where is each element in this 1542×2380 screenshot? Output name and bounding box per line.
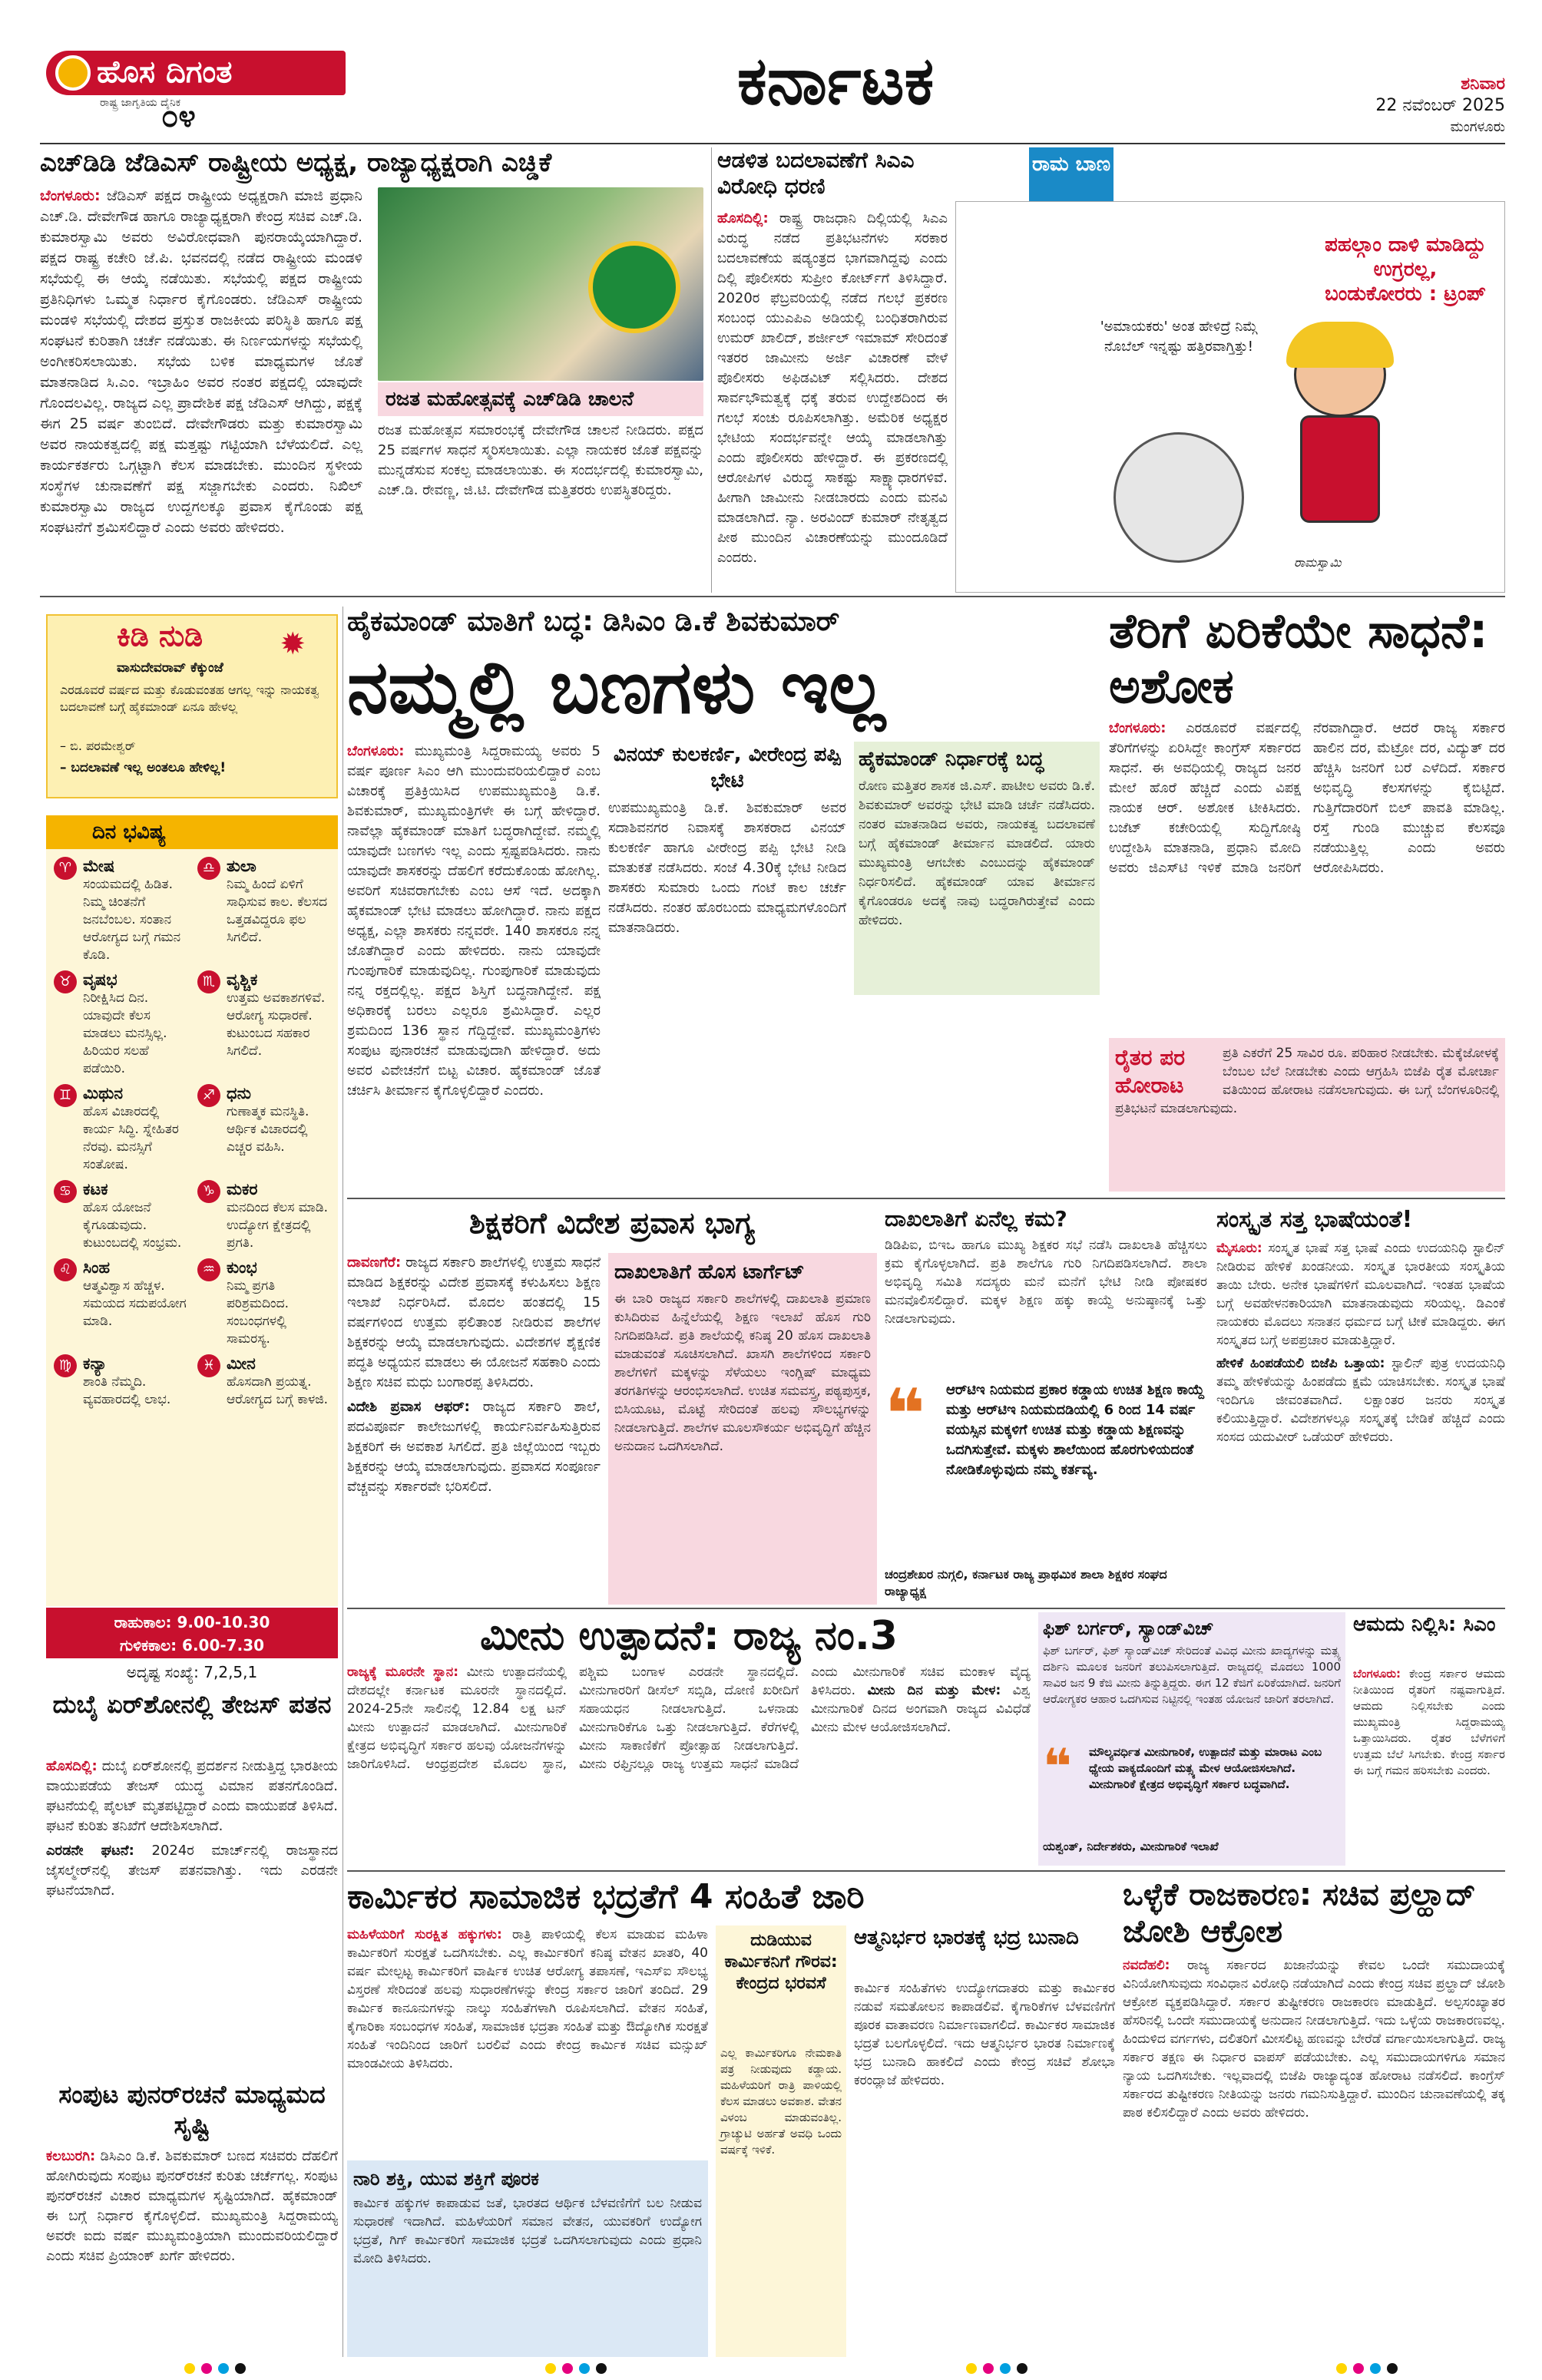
spark-icon: ✹ <box>280 626 306 662</box>
photo-caption-body: ರಜತ ಮಹೋತ್ಸವ ಸಮಾರಂಭಕ್ಕೆ ದೇವೇಗೌಡ ಚಾಲನೆ ನೀಡಿದರು. ಪಕ್ಷದ 25 ವರ್ಷಗಳ ಸಾಧನೆ ಸ್ಮರಿಸಲಾಯಿತು. ಎಲ್ಲಾ ನಾಯಕರ ಜೊತೆ ಪಕ್ಷವನ್ನು ಮುನ್ನಡೆಸುವ ಸಂಕಲ್ಪ ಮಾಡಲಾಯಿತು. ಈ ಸಂದರ್ಭದಲ್ಲಿ ಕುಮಾರಸ್ವಾಮಿ, ಎಚ್.ಡಿ. ರೇವಣ್ಣ, ಜಿ.ಟಿ. ದೇವೇಗೌಡ ಮತ್ತಿತರರು ಉಪಸ್ಥಿತರಿದ್ದರು. <box>378 422 703 498</box>
zodiac-icon: ♐ <box>197 1084 220 1107</box>
horoscope-item <box>54 1084 187 1174</box>
quote-mark-icon: ❝ <box>885 1374 925 1455</box>
box-title: ವಿನಯ್ ಕುಲಕರ್ಣಿ, ವೀರೇಂದ್ರ ಪಪ್ಪಿ ಭೇಟಿ <box>613 743 842 792</box>
cartoon-signature: ರಾಮಸ್ವಾಮಿ <box>1294 555 1342 570</box>
cartoon-body <box>1300 415 1380 523</box>
article-sub <box>1216 1354 1505 1446</box>
body-text: ಕೇಂದ್ರ ಸರ್ಕಾರ ಆಮದು ನೀತಿಯಿಂದ ರೈತರಿಗೆ ನಷ್ಟವಾಗುತ್ತಿದೆ. ಆಮದು ನಿಲ್ಲಿಸಬೇಕು ಎಂದು ಮುಖ್ಯಮಂತ್ರಿ ಸಿದ್ದರಾಮಯ್ಯ ಒತ್ತಾಯಿಸಿದರು. ರೈತರ ಬೆಳೆಗಳಿಗೆ ಉತ್ತಮ ಬೆಲೆ ಸಿಗಬೇಕು. ಕೇಂದ್ರ ಸರ್ಕಾರ ಈ ಬಗ್ಗೆ ಗಮನ ಹರಿಸಬೇಕು ಎಂದರು. <box>1353 1667 1505 1777</box>
box-title: ದುಡಿಯುವ ಕಾರ್ಮಿಕನಿಗೆ ಗೌರವ: ಕೇಂದ್ರದ ಭರವಸೆ <box>724 1931 838 1993</box>
zodiac-name: ವೃಶ್ಚಿಕ <box>227 970 258 989</box>
target-box <box>608 1253 877 1605</box>
subhead-text: 2024ರ ಮಾರ್ಚ್‌ನಲ್ಲಿ ರಾಜಸ್ಥಾನದ ಜೈಸಲ್ಮೇರ್‌ನಲ್ಲಿ ತೇಜಸ್ ಪತನವಾಗಿತ್ತು. ಇದು ಎರಡನೇ ಘಟನೆಯಾಗಿದೆ. <box>46 1843 338 1899</box>
article-caa <box>717 147 948 593</box>
section-divider <box>347 1198 1505 1199</box>
cartoon-panel <box>955 147 1505 593</box>
subhead-text: ರಾಜ್ಯದ ಸರ್ಕಾರಿ ಶಾಲೆ, ಪದವಿಪೂರ್ವ ಕಾಲೇಜುಗಳಲ್ಲಿ ಕಾರ್ಯನಿರ್ವಹಿಸುತ್ತಿರುವ ಶಿಕ್ಷಕರಿಗೆ ಈ ಅವಕಾಶ ಸಿಗಲಿದೆ. ಪ್ರತಿ ಜಿಲ್ಲೆಯಿಂದ ಇಬ್ಬರು ಶಿಕ್ಷಕರನ್ನು ಆಯ್ಕೆ ಮಾಡಲಾಗುವುದು. ಪ್ರವಾಸದ ಸಂಪೂರ್ಣ ವೆಚ್ಚವನ್ನು ಸರ್ಕಾರವೇ ಭರಿಸಲಿದೆ. <box>347 1399 601 1495</box>
box-body: ಕಾರ್ಮಿಕ ಸಂಹಿತೆಗಳು ಉದ್ಯೋಗದಾತರು ಮತ್ತು ಕಾರ್ಮಿಕರ ನಡುವೆ ಸಮತೋಲನ ಕಾಪಾಡಲಿವೆ. ಕೈಗಾರಿಕೆಗಳ ಬೆಳವಣಿಗೆಗೆ ಪೂರಕ ವಾತಾವರಣ ನಿರ್ಮಾಣವಾಗಲಿದೆ. ಕಾರ್ಮಿಕರ ಸಾಮಾಜಿಕ ಭದ್ರತೆ ಬಲಗೊಳ್ಳಲಿದೆ. ಇದು ಆತ್ಮನಿರ್ಭರ ಭಾರತ ನಿರ್ಮಾಣಕ್ಕೆ ಭದ್ರ ಬುನಾದಿ ಹಾಕಲಿದೆ ಎಂದು ಕೇಂದ್ರ ಸಚಿವೆ ಶೋಭಾ ಕರಂದ್ಲಾಜೆ ಹೇಳಿದರು. <box>854 1981 1115 2088</box>
reg-dot <box>1017 2363 1027 2374</box>
box-body: ಉಪಮುಖ್ಯಮಂತ್ರಿ ಡಿ.ಕೆ. ಶಿವಕುಮಾರ್ ಅವರ ಸದಾಶಿವನಗರ ನಿವಾಸಕ್ಕೆ ಶಾಸಕರಾದ ವಿನಯ್ ಕುಲಕರ್ಣಿ ಹಾಗೂ ವೀರೇಂದ್ರ ಪಪ್ಪಿ ಭೇಟಿ ನೀಡಿ ಮಾತುಕತೆ ನಡೆಸಿದರು. ಸಂಜೆ 4.30ಕ್ಕೆ ಭೇಟಿ ನೀಡಿದ ಶಾಸಕರು ಸುಮಾರು ಒಂದು ಗಂಟೆ ಕಾಲ ಚರ್ಚೆ ನಡೆಸಿದರು. ನಂತರ ಹೊರಬಂದು ಮಾಧ್ಯಮಗಳೊಂದಿಗೆ ಮಾತನಾಡಿದರು. <box>608 800 846 936</box>
dateline: ಹೊಸದಿಲ್ಲಿ: <box>717 210 769 226</box>
box-title: ರೈತರ ಪರ ಹೋರಾಟ <box>1115 1045 1186 1098</box>
horoscope-item <box>54 970 187 1078</box>
lead-box-vinay <box>608 742 846 995</box>
lead-kicker: ಹೈಕಮಾಂಡ್ ಮಾತಿಗೆ ಬದ್ಧ: ಡಿಸಿಎಂ ಡಿ.ಕೆ ಶಿವಕುಮಾರ್ <box>347 606 840 637</box>
subhead: ವಿದೇಶಿ ಪ್ರವಾಸ ಆಫರ್: <box>347 1399 470 1415</box>
dateline: ಮೈಸೂರು: <box>1216 1241 1262 1256</box>
zodiac-icon: ♈ <box>54 857 77 880</box>
article-body <box>46 1757 338 1836</box>
zodiac-name: ಧನು <box>227 1084 251 1102</box>
quote-mark-icon: ❝ <box>1043 1739 1072 1796</box>
body-text: ರಾತ್ರಿ ಪಾಳಿಯಲ್ಲಿ ಕೆಲಸ ಮಾಡುವ ಮಹಿಳಾ ಕಾರ್ಮಿಕರಿಗೆ ಸುರಕ್ಷತೆ ಒದಗಿಸಬೇಕು. ಎಲ್ಲ ಕಾರ್ಮಿಕರಿಗೆ ಕನಿಷ್ಠ ವೇತನ ಖಾತರಿ, 40 ವರ್ಷ ಮೇಲ್ಪಟ್ಟ ಕಾರ್ಮಿಕರಿಗೆ ವಾರ್ಷಿಕ ಉಚಿತ ಆರೋಗ್ಯ ತಪಾಸಣೆ, ಇಎಸ್‌ಐ ಸೌಲಭ್ಯ ವಿಸ್ತರಣೆ ಸೇರಿದಂತೆ ಹಲವು ಸುಧಾರಣೆಗಳನ್ನು ಕೇಂದ್ರ ಸರ್ಕಾರ ಜಾರಿಗೆ ತಂದಿದೆ. 29 ಕಾರ್ಮಿಕ ಕಾನೂನುಗಳನ್ನು ನಾಲ್ಕು ಸಂಹಿತೆಗಳಾಗಿ ರೂಪಿಸಲಾಗಿದೆ. ವೇತನ ಸಂಹಿತೆ, ಕೈಗಾರಿಕಾ ಸಂಬಂಧಗಳ ಸಂಹಿತೆ, ಸಾಮಾಜಿಕ ಭದ್ರತಾ ಸಂಹಿತೆ ಮತ್ತು ಔದ್ಯೋಗಿಕ ಸುರಕ್ಷತೆ ಸಂಹಿತೆ ಇಂದಿನಿಂದ ಜಾರಿಗೆ ಬರಲಿವೆ ಎಂದು ಕೇಂದ್ರ ಕಾರ್ಮಿಕ ಸಚಿವ ಮನ್ಸುಖ್ ಮಾಂಡವೀಯ ತಿಳಿಸಿದರು. <box>347 1927 708 2071</box>
zodiac-name: ವೃಷಭ <box>83 970 117 989</box>
lead-story <box>347 603 1100 1195</box>
body-text: ಜೆಡಿಎಸ್ ಪಕ್ಷದ ರಾಷ್ಟ್ರೀಯ ಅಧ್ಯಕ್ಷರಾಗಿ ಮಾಜಿ ಪ್ರಧಾನಿ ಎಚ್.ಡಿ. ದೇವೇಗೌಡ ಹಾಗೂ ರಾಜ್ಯಾಧ್ಯಕ್ಷರಾಗಿ ಕೇಂದ್ರ ಸಚಿವ ಎಚ್.ಡಿ. ಕುಮಾರಸ್ವಾಮಿ ಅವರು ಅವಿರೋಧವಾಗಿ ಪುನರಾಯ್ಕೆಯಾಗಿದ್ದಾರೆ. ಪಕ್ಷದ ರಾಷ್ಟ್ರ ಕಚೇರಿ ಜೆ.ಪಿ. ಭವನದಲ್ಲಿ ನಡೆದ ರಾಷ್ಟ್ರೀಯ ಮಂಡಳಿ ಸಭೆಯಲ್ಲಿ ಈ ಆಯ್ಕೆ ನಡೆಯಿತು. ಸಭೆಯಲ್ಲಿ ಪಕ್ಷದ ರಾಷ್ಟ್ರೀಯ ಪ್ರತಿನಿಧಿಗಳು ಒಮ್ಮತ ನಿರ್ಧಾರ ಕೈಗೊಂಡರು. ಜೆಡಿಎಸ್ ರಾಷ್ಟ್ರೀಯ ಮಂಡಳಿ ಸಭೆಯಲ್ಲಿ ದೇಶದ ಪ್ರಸ್ತುತ ರಾಜಕೀಯ ಪರಿಸ್ಥಿತಿ ಹಾಗೂ ಪಕ್ಷ ಸಂಘಟನೆ ಕುರಿತಾಗಿ ಚರ್ಚೆ ನಡೆಯಿತು. ಈ ನಿರ್ಣಯಗಳನ್ನು ಸಭೆಯಲ್ಲಿ ಅಂಗೀಕರಿಸಲಾಯಿತು. ಸಭೆಯ ಬಳಿಕ ಮಾಧ್ಯಮಗಳ ಜೊತೆ ಮಾತನಾಡಿದ ಸಿ.ಎಂ. ಇಬ್ರಾಹಿಂ ಅವರ ನಂತರ ಪಕ್ಷದಲ್ಲಿ ಯಾವುದೇ ಗೊಂದಲವಿಲ್ಲ. ರಾಜ್ಯದ ಎಲ್ಲ ಪ್ರಾದೇಶಿಕ ಪಕ್ಷ ಜೆಡಿಎಸ್ ಆಗಿದ್ದು, ಪಕ್ಷಕ್ಕೆ ಈಗ 25 ವರ್ಷ ತುಂಬಿದೆ. ದೇವೇಗೌಡರು ಮತ್ತು ಕುಮಾರಸ್ವಾಮಿ ಅವರ ನಾಯಕತ್ವದಲ್ಲಿ ಪಕ್ಷ ಮತ್ತಷ್ಟು ಗಟ್ಟಿಯಾಗಿ ಬೆಳೆಯಲಿದೆ. ಎಲ್ಲ ಕಾರ್ಯಕರ್ತರು ಒಗ್ಗಟ್ಟಾಗಿ ಕೆಲಸ ಮಾಡಬೇಕು. ಮುಂದಿನ ಸ್ಥಳೀಯ ಸಂಸ್ಥೆಗಳ ಚುನಾವಣೆಗೆ ಪಕ್ಷ ಸಜ್ಜಾಗಬೇಕು ಎಂದರು. ನಿಖಿಲ್ ಕುಮಾರಸ್ವಾಮಿ ರಾಜ್ಯದ ಉದ್ದಗಲಕ್ಕೂ ಪ್ರವಾಸ ಕೈಗೊಂಡು ಪಕ್ಷ ಸಂಘಟನೆಗೆ ಶ್ರಮಿಸಲಿದ್ದಾರೆ ಎಂದು ಅವರು ಹೇಳಿದರು. <box>40 187 362 536</box>
article-title: ಆಮದು ನಿಲ್ಲಿಸಿ: ಸಿಎಂ <box>1353 1613 1496 1636</box>
zodiac-name: ಮಕರ <box>227 1180 258 1198</box>
body-text: ರಾಜ್ಯದ ಸರ್ಕಾರಿ ಶಾಲೆಗಳಲ್ಲಿ ಉತ್ತಮ ಸಾಧನೆ ಮಾಡಿದ ಶಿಕ್ಷಕರನ್ನು ವಿದೇಶ ಪ್ರವಾಸಕ್ಕೆ ಕಳುಹಿಸಲು ಶಿಕ್ಷಣ ಇಲಾಖೆ ನಿರ್ಧರಿಸಿದೆ. ಮೊದಲ ಹಂತದಲ್ಲಿ 15 ವರ್ಷಗಳಿಂದ ಉತ್ತಮ ಫಲಿತಾಂಶ ನೀಡಿರುವ ಶಾಲೆಗಳ ಶಿಕ್ಷಕರನ್ನು ಆಯ್ಕೆ ಮಾಡಲಾಗುವುದು. ವಿದೇಶಗಳ ಶೈಕ್ಷಣಿಕ ಪದ್ಧತಿ ಅಧ್ಯಯನ ಮಾಡಲು ಈ ಯೋಜನೆ ಸಹಕಾರಿ ಎಂದು ಶಿಕ್ಷಣ ಸಚಿವ ಮಧು ಬಂಗಾರಪ್ಪ ತಿಳಿಸಿದರು. <box>347 1254 601 1390</box>
zodiac-text: ನಿಮ್ಮ ಹಿಂದೆ ಏಳಿಗೆ ಸಾಧಿಸುವ ಕಾಲ. ಕೆಲಸದ ಒತ್ತಡವಿದ್ದರೂ ಫಲ ಸಿಗಲಿದೆ. <box>227 877 328 945</box>
cartoon-character-right <box>1279 332 1401 555</box>
zodiac-text: ಸಂಯಮದಲ್ಲಿ ಹಿಡಿತ. ನಿಮ್ಮ ಚಿಂತನೆಗೆ ಜನಬೆಂಬಲ. ಸಂತಾನ ಆರೋಗ್ಯದ ಬಗ್ಗೆ ಗಮನ ಕೊಡಿ. <box>83 877 181 963</box>
zodiac-text: ಹೊಸ ಯೋಜನೆ ಕೈಗೂಡುವುದು. ಕುಟುಂಬದಲ್ಲಿ ಸಂಭ್ರಮ. <box>83 1200 182 1251</box>
zodiac-icon: ♉ <box>54 970 77 993</box>
header-divider <box>40 143 1505 144</box>
article-body <box>717 209 948 568</box>
zodiac-icon: ♒ <box>197 1258 220 1281</box>
horoscope-content <box>83 857 187 964</box>
dateline: ಕಲಬುರಗಿ: <box>46 2148 96 2164</box>
body-text: ಡಿಸಿಎಂ ಡಿ.ಕೆ. ಶಿವಕುಮಾರ್ ಬಣದ ಸಚಿವರು ದೆಹಲಿಗೆ ಹೋಗಿರುವುದು ಸಂಪುಟ ಪುನರ್‌ರಚನೆ ಕುರಿತು ಚರ್ಚೆಗಲ್ಲ. ಸಂಪುಟ ಪುನರ್‌ರಚನೆ ವಿಚಾರ ಮಾಧ್ಯಮಗಳ ಸೃಷ್ಟಿಯಾಗಿದೆ. ಹೈಕಮಾಂಡ್ ಈ ಬಗ್ಗೆ ನಿರ್ಧಾರ ಕೈಗೊಳ್ಳಲಿದೆ. ಮುಖ್ಯಮಂತ್ರಿ ಸಿದ್ದರಾಮಯ್ಯ ಅವರೇ ಐದು ವರ್ಷ ಮುಖ್ಯಮಂತ್ರಿಯಾಗಿ ಮುಂದುವರಿಯಲಿದ್ದಾರೆ ಎಂದು ಸಚಿವ ಪ್ರಿಯಾಂಕ್ ಖರ್ಗೆ ಹೇಳಿದರು. <box>46 2148 338 2264</box>
horoscope-content <box>227 1258 330 1348</box>
section-divider <box>40 596 1505 597</box>
section-divider <box>347 1608 1505 1609</box>
quote-author: ಯಶ್ವಂತ್, ನಿರ್ದೇಶಕರು, ಮೀನುಗಾರಿಕೆ ಇಲಾಖೆ <box>1043 1840 1219 1853</box>
header-city: ಮಂಗಳೂರು <box>1450 119 1505 135</box>
article-body: ಡಿಡಿಪಿಐ, ಬಿಇಒ ಹಾಗೂ ಮುಖ್ಯ ಶಿಕ್ಷಕರ ಸಭೆ ನಡೆಸಿ ದಾಖಲಾತಿ ಹೆಚ್ಚಿಸಲು ಕ್ರಮ ಕೈಗೊಳ್ಳಲಾಗಿದೆ. ಪ್ರತಿ ಶಾಲೆಗೂ ಗುರಿ ನಿಗದಿಪಡಿಸಲಾಗಿದೆ. ಶಾಲಾ ಅಭಿವೃದ್ಧಿ ಸಮಿತಿ ಸದಸ್ಯರು ಮನೆ ಮನೆಗೆ ಭೇಟಿ ನೀಡಿ ಪೋಷಕರ ಮನವೊಲಿಸಲಿದ್ದಾರೆ. ಮಕ್ಕಳ ಶಿಕ್ಷಣ ಹಕ್ಕು ಕಾಯ್ದೆ ಅನುಷ್ಠಾನಕ್ಕೆ ಒತ್ತು ನೀಡಲಾಗುವುದು. <box>885 1238 1207 1327</box>
photo-caption-box <box>378 382 703 590</box>
horoscope-item <box>197 970 330 1078</box>
horoscope-content <box>83 1180 187 1252</box>
zodiac-icon: ♊ <box>54 1084 77 1107</box>
subhead-text: ಸ್ಟಾಲಿನ್ ಪುತ್ರ ಉದಯನಿಧಿ ತಮ್ಮ ಹೇಳಿಕೆಯನ್ನು ಹಿಂಪಡೆದು ಕ್ಷಮೆ ಯಾಚಿಸಬೇಕು. ಸಂಸ್ಕೃತ ಭಾಷೆ ಇಂದಿಗೂ ಜೀವಂತವಾಗಿದೆ. ಲಕ್ಷಾಂತರ ಜನರು ಸಂಸ್ಕೃತ ಕಲಿಯುತ್ತಿದ್ದಾರೆ. ವಿದೇಶಗಳಲ್ಲೂ ಸಂಸ್ಕೃತಕ್ಕೆ ಬೇಡಿಕೆ ಹೆಚ್ಚಿದೆ ಎಂದು ಸಂಸದ ಯದುವೀರ್ ಒಡೆಯರ್ ಹೇಳಿದರು. <box>1216 1356 1505 1445</box>
reg-dot <box>579 2363 590 2374</box>
article-title: ಸಂಸ್ಕೃತ ಸತ್ತ ಭಾಷೆಯಂತೆ! <box>1216 1206 1413 1233</box>
box-body: ಪ್ರತಿ ಎಕರೆಗೆ 25 ಸಾವಿರ ರೂ. ಪರಿಹಾರ ನೀಡಬೇಕು. ಮೆಕ್ಕೆಜೋಳಕ್ಕೆ ಬೆಂಬಲ ಬೆಲೆ ನೀಡಬೇಕು ಎಂದು ಆಗ್ರಹಿಸಿ ಬಿಜೆಪಿ ರೈತ ಮೋರ್ಚಾ ವತಿಯಿಂದ ಹೋರಾಟ ನಡೆಸಲಾಗುವುದು. ಈ ಬಗ್ಗೆ ಬೆಂಗಳೂರಿನಲ್ಲಿ ಪ್ರತಿಭಟನೆ ಮಾಡಲಾಗುವುದು. <box>1115 1046 1499 1116</box>
box-title: ದಾಖಲಾತಿಗೆ ಹೊಸ ಟಾರ್ಗೆಟ್ <box>614 1261 805 1284</box>
zodiac-text: ಆತ್ಮವಿಶ್ವಾಸ ಹೆಚ್ಚಳ. ಸಮಯದ ಸದುಪಯೋಗ ಮಾಡಿ. <box>83 1278 187 1329</box>
article-samputa <box>46 2079 338 2355</box>
article-title: ಶಿಕ್ಷಕರಿಗೆ ವಿದೇಶ ಪ್ರವಾಸ ಭಾಗ್ಯ <box>469 1206 755 1240</box>
anniversary-emblem-icon <box>588 241 680 333</box>
zodiac-text: ಗುಣಾತ್ಮಕ ಮನಸ್ಥಿತಿ. ಆರ್ಥಿಕ ವಿಚಾರದಲ್ಲಿ ಎಚ್ಚರ ವಹಿಸಿ. <box>227 1104 309 1155</box>
kidi-retort: – ಬದಲಾವಣೆ ಇಲ್ಲ ಅಂತಲೂ ಹೇಳಿಲ್ಲ! <box>60 760 227 775</box>
horoscope-item <box>54 857 187 964</box>
subhead: ಮೀನು ದಿನ ಮತ್ತು ಮೇಳ: <box>867 1683 1001 1698</box>
horoscope-title: ದಿನ ಭವಿಷ್ಯ <box>46 815 338 849</box>
box-body: ಕಾರ್ಮಿಕ ಹಕ್ಕುಗಳ ಕಾಪಾಡುವ ಜತೆ, ಭಾರತದ ಆರ್ಥಿಕ ಬೆಳವಣಿಗೆಗೆ ಬಲ ನೀಡುವ ಸುಧಾರಣೆ ಇದಾಗಿದೆ. ಮಹಿಳೆಯರಿಗೆ ಸಮಾನ ವೇತನ, ಯುವಕರಿಗೆ ಉದ್ಯೋಗ ಭದ್ರತೆ, ಗಿಗ್ ಕಾರ್ಮಿಕರಿಗೆ ಸಾಮಾಜಿಕ ಭದ್ರತೆ ಒದಗಿಸಲಾಗುವುದು ಎಂದು ಪ್ರಧಾನಿ ಮೋದಿ ತಿಳಿಸಿದರು. <box>353 2196 702 2266</box>
header-date: 22 ನವೆಂಬರ್ 2025 <box>1375 96 1505 115</box>
article-sub <box>46 1841 338 1901</box>
article-body <box>1123 1956 1505 2122</box>
article-meenu <box>347 1612 1031 1866</box>
body-text: ಮುಖ್ಯಮಂತ್ರಿ ಸಿದ್ದರಾಮಯ್ಯ ಅವರು 5 ವರ್ಷ ಪೂರ್ಣ ಸಿಎಂ ಆಗಿ ಮುಂದುವರಿಯಲಿದ್ದಾರೆ ಎಂಬ ವಿಚಾರಕ್ಕೆ ಪ್ರತಿಕ್ರಿಯಿಸಿದ ಉಪಮುಖ್ಯಮಂತ್ರಿ ಡಿ.ಕೆ. ಶಿವಕುಮಾರ್, ಮುಖ್ಯಮಂತ್ರಿಗಳೇ ಈ ಬಗ್ಗೆ ಹೇಳಿದ್ದಾರೆ. ನಾವೆಲ್ಲಾ ಹೈಕಮಾಂಡ್ ಮಾತಿಗೆ ಬದ್ಧರಾಗಿದ್ದೇವೆ. ನಮ್ಮಲ್ಲಿ ಯಾವುದೇ ಬಣಗಳು ಇಲ್ಲ ಎಂದು ಸ್ಪಷ್ಟಪಡಿಸಿದರು. ನಾನು ಯಾವುದೇ ಶಾಸಕರನ್ನು ದೆಹಲಿಗೆ ಕರೆದುಕೊಂಡು ಹೋಗಿಲ್ಲ. ಅವರಿಗೆ ಸಚಿವರಾಗಬೇಕು ಎಂಬ ಆಸೆ ಇದೆ. ಅದಕ್ಕಾಗಿ ಹೈಕಮಾಂಡ್ ಭೇಟಿ ಮಾಡಲು ಹೋಗಿದ್ದಾರೆ. ನಾನು ಪಕ್ಷದ ಅಧ್ಯಕ್ಷ, ಎಲ್ಲಾ ಶಾಸಕರು ನನ್ನವರೇ. 140 ಶಾಸಕರೂ ನನ್ನ ಜೊತೆಗಿದ್ದಾರೆ ಎಂದು ಹೇಳಿದರು. ನಾನು ಯಾವುದೇ ಗುಂಪುಗಾರಿಕೆ ಮಾಡುವುದಿಲ್ಲ. ಗುಂಪುಗಾರಿಕೆ ಮಾಡುವುದು ನನ್ನ ರಕ್ತದಲ್ಲಿಲ್ಲ. ಪಕ್ಷದ ಶಿಸ್ತಿಗೆ ಬದ್ಧನಾಗಿದ್ದೇನೆ. ಪಕ್ಷ ಅಧಿಕಾರಕ್ಕೆ ಬರಲು ಎಲ್ಲರೂ ಶ್ರಮಿಸಿದ್ದಾರೆ. ಎಲ್ಲರ ಶ್ರಮದಿಂದ 136 ಸ್ಥಾನ ಗೆದ್ದಿದ್ದೇವೆ. ಮುಖ್ಯಮಂತ್ರಿಗಳು ಸಂಪುಟ ಪುನಾರಚನೆ ಮಾಡುವುದಾಗಿ ಹೇಳಿದ್ದಾರೆ. ಅದು ಅವರ ವಿವೇಚನೆಗೆ ಬಿಟ್ಟ ವಿಚಾರ. ಹೈಕಮಾಂಡ್ ಜೊತೆ ಚರ್ಚಿಸಿ ತೀರ್ಮಾನ ಕೈಗೊಳ್ಳಲಿದ್ದಾರೆ ಎಂದರು. <box>347 743 601 1099</box>
zodiac-text: ನಿರೀಕ್ಷಿಸಿದ ದಿನ. ಯಾವುದೇ ಕೆಲಸ ಮಾಡಲು ಮನಸ್ಸಿಲ್ಲ. ಹಿರಿಯರ ಸಲಹೆ ಪಡೆಯಿರಿ. <box>83 990 167 1076</box>
zodiac-icon: ♋ <box>54 1180 77 1203</box>
article-jds <box>40 147 705 593</box>
cartoon-character-left <box>1113 432 1244 563</box>
lead-body-wrap <box>347 742 601 1195</box>
horoscope-content <box>83 1084 187 1174</box>
logo-text: ಹೊಸ ದಿಗಂತ <box>97 55 233 90</box>
horoscope-content <box>83 970 187 1078</box>
body-text: ರಾಜ್ಯ ಸರ್ಕಾರದ ಖಜಾನೆಯನ್ನು ಕೇವಲ ಒಂದೇ ಸಮುದಾಯಕ್ಕೆ ವಿನಿಯೋಗಿಸುವುದು ಸಂವಿಧಾನ ವಿರೋಧಿ ನಡೆಯಾಗಿದೆ ಎಂದು ಕೇಂದ್ರ ಸಚಿವ ಪ್ರಲ್ಹಾದ್ ಜೋಶಿ ಆಕ್ರೋಶ ವ್ಯಕ್ತಪಡಿಸಿದ್ದಾರೆ. ಸರ್ಕಾರ ತುಷ್ಟೀಕರಣ ರಾಜಕಾರಣ ಮಾಡುತ್ತಿದೆ. ಅಲ್ಪಸಂಖ್ಯಾತರ ಹೆಸರಿನಲ್ಲಿ ಒಂದೇ ಸಮುದಾಯಕ್ಕೆ ಅನುದಾನ ನೀಡಲಾಗುತ್ತಿದೆ. ಇದು ಒಳ್ಳೆಯ ರಾಜಕಾರಣವಲ್ಲ. ಹಿಂದುಳಿದ ವರ್ಗಗಳು, ದಲಿತರಿಗೆ ಮೀಸಲಿಟ್ಟ ಹಣವನ್ನು ಬೇರೆಡೆ ವರ್ಗಾಯಿಸಲಾಗುತ್ತಿದೆ. ರಾಜ್ಯ ಸರ್ಕಾರ ತಕ್ಷಣ ಈ ನಿರ್ಧಾರ ವಾಪಸ್ ಪಡೆಯಬೇಕು. ಎಲ್ಲ ಸಮುದಾಯಗಳಿಗೂ ಸಮಾನ ನ್ಯಾಯ ಒದಗಿಸಬೇಕು. ಇಲ್ಲವಾದಲ್ಲಿ ಬಿಜೆಪಿ ರಾಜ್ಯಾದ್ಯಂತ ಹೋರಾಟ ನಡೆಸಲಿದೆ. ಕಾಂಗ್ರೆಸ್ ಸರ್ಕಾರದ ತುಷ್ಟೀಕರಣ ನೀತಿಯನ್ನು ಜನರು ಗಮನಿಸುತ್ತಿದ್ದಾರೆ. ಮುಂದಿನ ಚುನಾವಣೆಯಲ್ಲಿ ತಕ್ಕ ಪಾಠ ಕಲಿಸಲಿದ್ದಾರೆ ಎಂದು ಅವರು ಹೇಳಿದರು. <box>1123 1958 1505 2121</box>
article-body <box>1109 719 1505 1026</box>
column-rule <box>342 607 343 2357</box>
article-karmika <box>347 1876 1115 2357</box>
article-body <box>347 1925 708 2073</box>
article-body <box>1353 1666 1505 1779</box>
body-text: ಸಂಸ್ಕೃತ ಭಾಷೆ ಸತ್ತ ಭಾಷೆ ಎಂದು ಉದಯನಿಧಿ ಸ್ಟಾಲಿನ್ ನೀಡಿರುವ ಹೇಳಿಕೆ ಖಂಡನೀಯ. ಸಂಸ್ಕೃತ ಭಾರತೀಯ ಸಂಸ್ಕೃತಿಯ ತಾಯಿ ಬೇರು. ಅನೇಕ ಭಾಷೆಗಳಿಗೆ ಮೂಲವಾಗಿದೆ. ಇಂತಹ ಭಾಷೆಯ ಬಗ್ಗೆ ಅವಹೇಳನಕಾರಿಯಾಗಿ ಮಾತನಾಡುವುದು ಸರಿಯಲ್ಲ. ಡಿಎಂಕೆ ನಾಯಕರು ಮೊದಲು ಸನಾತನ ಧರ್ಮದ ಬಗ್ಗೆ ಟೀಕೆ ಮಾಡಿದ್ದರು. ಈಗ ಸಂಸ್ಕೃತದ ಬಗ್ಗೆ ಅಪಪ್ರಚಾರ ಮಾಡುತ್ತಿದ್ದಾರೆ. <box>1216 1241 1505 1348</box>
registration-marks-far <box>1336 2363 1398 2374</box>
horoscope-content <box>227 1354 330 1409</box>
reg-dot <box>1000 2363 1011 2374</box>
zodiac-icon: ♌ <box>54 1258 77 1281</box>
zodiac-icon: ♎ <box>197 857 220 880</box>
column-rule <box>711 147 712 593</box>
zodiac-text: ಉತ್ತಮ ಅವಕಾಶಗಳಿವೆ. ಆರೋಗ್ಯ ಸುಧಾರಣೆ. ಕುಟುಂಬದ ಸಹಕಾರ ಸಿಗಲಿದೆ. <box>227 990 326 1059</box>
reg-dot <box>1387 2363 1398 2374</box>
reg-dot <box>983 2363 994 2374</box>
reg-dot <box>218 2363 229 2374</box>
jds-leaders-photo <box>378 187 703 381</box>
article-ashok <box>1109 603 1505 1195</box>
article-body <box>1216 1239 1505 1350</box>
subhead: ಎರಡನೇ ಘಟನೆ: <box>46 1843 134 1859</box>
article-title: ಫಿಶ್ ಬರ್ಗರ್, ಸ್ಯಾಂಡ್‌ವಿಚ್ <box>1043 1618 1214 1639</box>
horoscope-content <box>227 1084 330 1174</box>
reg-dot <box>545 2363 556 2374</box>
dateline: ಮಹಿಳೆಯರಿಗೆ ಸುರಕ್ಷಿತ ಹಕ್ಕುಗಳು: <box>347 1927 502 1942</box>
article-amadu <box>1353 1612 1505 1866</box>
body-text: ಎರಡೂವರೆ ವರ್ಷದಲ್ಲಿ ತೆರಿಗೆಗಳನ್ನು ಏರಿಸಿದ್ದೇ ಕಾಂಗ್ರೆಸ್ ಸರ್ಕಾರದ ಸಾಧನೆ. ಈ ಅವಧಿಯಲ್ಲಿ ರಾಜ್ಯದ ಜನರ ಮೇಲೆ ಹೊರೆ ಹೆಚ್ಚಿದೆ ಎಂದು ವಿಪಕ್ಷ ನಾಯಕ ಆರ್. ಅಶೋಕ ಟೀಕಿಸಿದರು. ಬಜೆಟ್ ಕಚೇರಿಯಲ್ಲಿ ಸುದ್ದಿಗೋಷ್ಠಿ ಉದ್ದೇಶಿಸಿ ಮಾತನಾಡಿ, ಪ್ರಧಾನಿ ಮೋದಿ ಅವರು ಜಿಎಸ್‌ಟಿ ಇಳಿಕೆ ಮಾಡಿ ಜನರಿಗೆ ನೆರವಾಗಿದ್ದಾರೆ. ಆದರೆ ರಾಜ್ಯ ಸರ್ಕಾರ ಹಾಲಿನ ದರ, ಮೆಟ್ರೋ ದರ, ವಿದ್ಯುತ್ ದರ ಹೆಚ್ಚಿಸಿ ಜನರಿಗೆ ಬರೆ ಎಳೆದಿದೆ. ಸರ್ಕಾರ ಅಭಿವೃದ್ಧಿ ಕೆಲಸಗಳನ್ನು ಕೈಬಿಟ್ಟಿದೆ. ಗುತ್ತಿಗೆದಾರರಿಗೆ ಬಿಲ್ ಪಾವತಿ ಮಾಡಿಲ್ಲ. ರಸ್ತೆ ಗುಂಡಿ ಮುಚ್ಚುವ ಕೆಲಸವೂ ನಡೆಯುತ್ತಿಲ್ಲ ಎಂದು ಅವರು ಆರೋಪಿಸಿದರು. <box>1109 720 1505 876</box>
quote-text: ಮೌಲ್ಯವರ್ಧಿತ ಮೀನುಗಾರಿಕೆ, ಉತ್ಪಾದನೆ ಮತ್ತು ಮಾರಾಟ ಎಂಬ ಧ್ಯೇಯ ವಾಕ್ಯದೊಂದಿಗೆ ಮತ್ಸ್ಯ ಮೇಳ ಆಯೋಜಿಸಲಾಗಿದೆ. ಮೀನುಗಾರಿಕೆ ಕ್ಷೇತ್ರದ ಅಭಿವೃದ್ಧಿಗೆ ಸರ್ಕಾರ ಬದ್ಧವಾಗಿದೆ. <box>1089 1745 1322 1791</box>
horoscope-item <box>54 1258 187 1348</box>
dateline: ಹೊಸದಿಲ್ಲಿ: <box>46 1758 98 1774</box>
kidi-author: ವಾಸುದೇವರಾವ್ ಕೆಕ್ಕುಂಜೆ <box>117 660 223 676</box>
horoscope-content <box>227 1180 330 1252</box>
zodiac-name: ಕಟಕ <box>83 1180 108 1198</box>
dateline: ಬೆಂಗಳೂರು: <box>1109 720 1166 736</box>
cartoon-brand: ರಾಮ ಬಾಣ <box>1029 147 1113 209</box>
article-body <box>40 186 362 538</box>
header-date-block <box>1213 74 1505 143</box>
kaala-box <box>46 1608 338 1658</box>
zodiac-name: ತುಲಾ <box>227 857 256 875</box>
registration-marks-right <box>966 2363 1027 2374</box>
zodiac-text: ಶಾಂತಿ ನೆಮ್ಮದಿ. ವ್ಯವಹಾರದಲ್ಲಿ ಲಾಭ. <box>83 1374 171 1407</box>
reg-dot <box>1336 2363 1347 2374</box>
body-text: ರಾಷ್ಟ್ರ ರಾಜಧಾನಿ ದಿಲ್ಲಿಯಲ್ಲಿ ಸಿಎಎ ವಿರುದ್ಧ ನಡೆದ ಪ್ರತಿಭಟನೆಗಳು ಸರಕಾರ ಬದಲಾವಣೆಯ ಷಡ್ಯಂತ್ರದ ಭಾಗವಾಗಿದ್ದವು ಎಂದು ದಿಲ್ಲಿ ಪೊಲೀಸರು ಸುಪ್ರೀಂ ಕೋರ್ಟ್‌ಗೆ ತಿಳಿಸಿದ್ದಾರೆ. 2020ರ ಫೆಬ್ರವರಿಯಲ್ಲಿ ನಡೆದ ಗಲಭೆ ಪ್ರಕರಣ ಸಂಬಂಧ ಯುಎಪಿಎ ಅಡಿಯಲ್ಲಿ ಬಂಧಿತರಾಗಿರುವ ಉಮರ್ ಖಾಲಿದ್, ಶರ್ಜೀಲ್ ಇಮಾಮ್ ಸೇರಿದಂತೆ ಇತರರ ಜಾಮೀನು ಅರ್ಜಿ ವಿಚಾರಣೆ ವೇಳೆ ಪೊಲೀಸರು ಅಫಿಡವಿಟ್ ಸಲ್ಲಿಸಿದರು. ದೇಶದ ಸಾರ್ವಭೌಮತ್ವಕ್ಕೆ ಧಕ್ಕೆ ತರುವ ಉದ್ದೇಶದಿಂದ ಈ ಗಲಭೆ ಸಂಚು ರೂಪಿಸಲಾಗಿತ್ತು. ಅಮೆರಿಕ ಅಧ್ಯಕ್ಷರ ಭೇಟಿಯ ಸಂದರ್ಭವನ್ನೇ ಆಯ್ಕೆ ಮಾಡಲಾಗಿತ್ತು ಎಂದು ಪೊಲೀಸರು ಹೇಳಿದ್ದಾರೆ. ಈ ಪ್ರಕರಣದಲ್ಲಿ ಆರೋಪಿಗಳ ವಿರುದ್ಧ ಸಾಕಷ್ಟು ಸಾಕ್ಷ್ಯಾಧಾರಗಳಿವೆ. ಹೀಗಾಗಿ ಜಾಮೀನು ನೀಡಬಾರದು ಎಂದು ಮನವಿ ಮಾಡಲಾಗಿದೆ. ನ್ಯಾ. ಅರವಿಂದ್ ಕುಮಾರ್ ನೇತೃತ್ವದ ಪೀಠ ಮುಂದಿನ ವಿಚಾರಣೆಯನ್ನು ಮುಂದೂಡಿದೆ ಎಂದರು. <box>717 210 948 566</box>
article-body <box>347 1253 601 1393</box>
zodiac-icon: ♏ <box>197 970 220 993</box>
subhead-text: ವಿಶ್ವ ಮೀನುಗಾರಿಕೆ ದಿನದ ಅಂಗವಾಗಿ ರಾಜ್ಯದ ವಿವಿಧೆಡೆ ಮೀನು ಮೇಳ ಆಯೋಜಿಸಲಾಗಿದೆ. <box>811 1683 1031 1735</box>
article-title: ಆಡಳಿತ ಬದಲಾವಣೆಗೆ ಸಿಎಎ ವಿರೋಧಿ ಧರಣಿ <box>717 147 915 199</box>
speech-bubble-left: 'ಅಮಾಯಕರು' ಅಂತ ಹೇಳಿದ್ರೆ ನಿಮ್ಗೆ ನೊಬೆಲ್ ಇನ್ನಷ್ಟು ಹತ್ತಿರವಾಗ್ತಿತ್ತು! <box>1100 319 1258 355</box>
quote-author: ಚಂದ್ರಶೇಖರ ನುಗ್ಗಲಿ, ಕರ್ನಾಟಕ ರಾಜ್ಯ ಪ್ರಾಥಮಿಕ ಶಾಲಾ ಶಿಕ್ಷಕರ ಸಂಘದ ರಾಜ್ಯಾಧ್ಯಕ್ಷ <box>885 1567 1167 1598</box>
box-body: ರೋಣ ಮತ್ತಿತರ ಶಾಸಕ ಜಿ.ಎಸ್. ಪಾಟೀಲ ಅವರು ಡಿ.ಕೆ. ಶಿವಕುಮಾರ್ ಅವರನ್ನು ಭೇಟಿ ಮಾಡಿ ಚರ್ಚೆ ನಡೆಸಿದರು. ನಂತರ ಮಾತನಾಡಿದ ಅವರು, ನಾಯಕತ್ವ ಬದಲಾವಣೆ ಬಗ್ಗೆ ಹೈಕಮಾಂಡ್ ತೀರ್ಮಾನ ಮಾಡಲಿದೆ. ಯಾರು ಮುಖ್ಯಮಂತ್ರಿ ಆಗಬೇಕು ಎಂಬುದನ್ನು ಹೈಕಮಾಂಡ್ ನಿರ್ಧರಿಸಲಿದೆ. ಹೈಕಮಾಂಡ್ ಯಾವ ತೀರ್ಮಾನ ಕೈಗೊಂಡರೂ ಅದಕ್ಕೆ ನಾವು ಬದ್ಧರಾಗಿರುತ್ತೇವೆ ಎಂದು ಹೇಳಿದರು. <box>859 778 1095 928</box>
horoscope <box>46 815 338 1606</box>
article-title: ಸಂಪುಟ ಪುನರ್‌ರಚನೆ ಮಾಧ್ಯಮದ ಸೃಷ್ಟಿ <box>58 2080 326 2140</box>
article-title: ಕಾರ್ಮಿಕರ ಸಾಮಾಜಿಕ ಭದ್ರತೆಗೆ 4 ಸಂಹಿತೆ ಜಾರಿ <box>347 1877 865 1916</box>
kidi-quote-author: – ಬಿ. ಪರಮೇಶ್ವರ್ <box>60 739 136 753</box>
dateline: ರಾಜ್ಯಕ್ಕೆ ಮೂರನೇ ಸ್ಥಾನ: <box>347 1664 459 1680</box>
zodiac-name: ಮಿಥುನ <box>83 1084 123 1102</box>
dateline: ದಾವಣಗೆರೆ: <box>347 1254 402 1271</box>
raitha-box <box>1109 1038 1505 1192</box>
box-title: ನಾರಿ ಶಕ್ತಿ, ಯುವ ಶಕ್ತಿಗೆ ಪೂರಕ <box>353 2168 539 2190</box>
horoscope-grid <box>46 849 338 1415</box>
horoscope-item <box>197 1180 330 1252</box>
horoscope-item <box>197 1084 330 1174</box>
article-title: ದುಬೈ ಏರ್‌ಶೋನಲ್ಲಿ ತೇಜಸ್ ಪತನ <box>52 1690 332 1719</box>
reg-dot <box>1370 2363 1381 2374</box>
zodiac-name: ಕುಂಭ <box>227 1258 257 1277</box>
zodiac-name: ಮೀನ <box>227 1354 256 1373</box>
cartoon-frame <box>955 201 1505 593</box>
registration-marks-mid <box>545 2363 607 2374</box>
dateline: ಬೆಂಗಳೂರು: <box>1353 1667 1401 1681</box>
article-dubai <box>46 1689 338 2073</box>
rahukala: ರಾಹುಕಾಲ: 9.00-10.30 <box>114 1613 270 1631</box>
zodiac-name: ಕನ್ಯಾ <box>83 1354 108 1373</box>
reg-dot <box>201 2363 212 2374</box>
zodiac-text: ಹೊಸದಾಗಿ ಪ್ರಯತ್ನ. ಆರೋಗ್ಯದ ಬಗ್ಗೆ ಕಾಳಜಿ. <box>227 1374 329 1407</box>
reg-dot <box>966 2363 977 2374</box>
reg-dot <box>562 2363 573 2374</box>
kidi-title: ಕಿಡಿ ನುಡಿ <box>117 619 204 653</box>
body-text: ಮೀನು ಉತ್ಪಾದನೆಯಲ್ಲಿ ದೇಶದಲ್ಲೇ ಕರ್ನಾಟಕ ಮೂರನೇ ಸ್ಥಾನದಲ್ಲಿದೆ. 2024-25ನೇ ಸಾಲಿನಲ್ಲಿ 12.84 ಲಕ್ಷ ಟನ್ ಮೀನು ಉತ್ಪಾದನೆ ಮಾಡಲಾಗಿದೆ. ಮೀನುಗಾರಿಕೆ ಕ್ಷೇತ್ರದ ಅಭಿವೃದ್ಧಿಗೆ ಸರ್ಕಾರ ಹಲವು ಯೋಜನೆಗಳನ್ನು ಜಾರಿಗೊಳಿಸಿದೆ. ಆಂಧ್ರಪ್ರದೇಶ ಮೊದಲ ಸ್ಥಾನ, ಪಶ್ಚಿಮ ಬಂಗಾಳ ಎರಡನೇ ಸ್ಥಾನದಲ್ಲಿದೆ. ಮೀನುಗಾರರಿಗೆ ಡೀಸೆಲ್ ಸಬ್ಸಿಡಿ, ದೋಣಿ ಖರೀದಿಗೆ ಸಹಾಯಧನ ನೀಡಲಾಗುತ್ತಿದೆ. ಒಳನಾಡು ಮೀನುಗಾರಿಕೆಗೂ ಒತ್ತು ನೀಡಲಾಗುತ್ತಿದೆ. ಕೆರೆಗಳಲ್ಲಿ ಮೀನು ಸಾಕಾಣಿಕೆಗೆ ಪ್ರೋತ್ಸಾಹ ನೀಡಲಾಗುತ್ತಿದೆ. ಮೀನು ರಫ್ತಿನಲ್ಲೂ ರಾಜ್ಯ ಉತ್ತಮ ಸಾಧನೆ ಮಾಡಿದೆ ಎಂದು ಮೀನುಗಾರಿಕೆ ಸಚಿವ ಮಂಕಾಳ ವೈದ್ಯ ತಿಳಿಸಿದರು. <box>347 1664 1031 1772</box>
reg-dot <box>235 2363 246 2374</box>
photo-caption: ರಜತ ಮಹೋತ್ಸವಕ್ಕೆ ಎಚ್‌ಡಿಡಿ ಚಾಲನೆ <box>378 382 703 416</box>
horoscope-content <box>83 1354 187 1409</box>
article-body <box>347 1663 1031 1863</box>
article-title: ಒಳ್ಳೆಕೆ ರಾಜಕಾರಣ: ಸಚಿವ ಪ್ರಲ್ಹಾದ್ ಜೋಶಿ ಆಕ್ರೋಶ <box>1123 1877 1476 1949</box>
karmika-side-box <box>716 1925 846 2357</box>
horoscope-item <box>197 1354 330 1409</box>
cartoon-hair <box>1286 322 1394 368</box>
dateline: ಬೆಂಗಳೂರು: <box>347 743 405 759</box>
masthead <box>46 46 346 132</box>
lucky-number: ಅದೃಷ್ಟ ಸಂಖ್ಯೆ: 7,2,5,1 <box>126 1663 258 1681</box>
article-title: ದಾಖಲಾತಿಗೆ ಏನೆಲ್ಲ ಕಮ? <box>885 1206 1067 1231</box>
article-shikshak <box>347 1205 877 1605</box>
logo-tagline: ರಾಷ್ಟ್ರ ಜಾಗೃತಿಯ ದೈನಿಕ <box>100 97 181 109</box>
body-text: ದುಬೈ ಏರ್‌ಶೋನಲ್ಲಿ ಪ್ರದರ್ಶನ ನೀಡುತ್ತಿದ್ದ ಭಾರತೀಯ ವಾಯುಪಡೆಯ ತೇಜಸ್ ಯುದ್ಧ ವಿಮಾನ ಪತನಗೊಂಡಿದೆ. ಘಟನೆಯಲ್ಲಿ ಪೈಲಟ್ ಮೃತಪಟ್ಟಿದ್ದಾರೆ ಎಂದು ವಾಯುಪಡೆ ತಿಳಿಸಿದೆ. ಘಟನೆ ಕುರಿತು ತನಿಖೆಗೆ ಆದೇಶಿಸಲಾಗಿದೆ. <box>46 1758 338 1834</box>
quote-text: ಆರ್‌ಟಿಇ ನಿಯಮದ ಪ್ರಕಾರ ಕಡ್ಡಾಯ ಉಚಿತ ಶಿಕ್ಷಣ ಕಾಯ್ದೆ ಮತ್ತು ಆರ್‌ಟಿಇ ನಿಯಮದಡಿಯಲ್ಲಿ 6 ರಿಂದ 14 ವರ್ಷ ವಯಸ್ಸಿನ ಮಕ್ಕಳಿಗೆ ಉಚಿತ ಮತ್ತು ಕಡ್ಡಾಯ ಶಿಕ್ಷಣವನ್ನು ಒದಗಿಸುತ್ತೇವೆ. ಮಕ್ಕಳು ಶಾಲೆಯಿಂದ ಹೊರಗುಳಿಯದಂತೆ ನೋಡಿಕೊಳ್ಳುವುದು ನಮ್ಮ ಕರ್ತವ್ಯ. <box>946 1382 1205 1478</box>
section-title: ಕರ್ನಾಟಕ <box>737 43 935 120</box>
dateline: ಬೆಂಗಳೂರು: <box>40 187 101 204</box>
article-body <box>347 742 601 1101</box>
zodiac-text: ನಿಮ್ಮ ಪ್ರಗತಿ ಪರಿಶ್ರಮದಿಂದ. ಸಂಬಂಧಗಳಲ್ಲಿ ಸಾಮರಸ್ಯ. <box>227 1278 289 1347</box>
reg-dot <box>596 2363 607 2374</box>
atmanirbhar-box <box>854 1925 1115 2357</box>
article-joshi <box>1123 1876 1505 2357</box>
article-sub <box>347 1397 601 1497</box>
zodiac-icon: ♓ <box>197 1354 220 1377</box>
zodiac-icon: ♑ <box>197 1180 220 1203</box>
zodiac-text: ಹೊಸ ವಿಚಾರದಲ್ಲಿ ಕಾರ್ಯ ಸಿದ್ಧಿ. ಸ್ನೇಹಿತರ ನೆರವು. ಮನಸ್ಸಿಗೆ ಸಂತೋಷ. <box>83 1104 179 1172</box>
registration-marks-left <box>184 2363 246 2374</box>
horoscope-item <box>54 1180 187 1252</box>
logo-emblem-icon <box>55 55 91 91</box>
article-body <box>46 2147 338 2266</box>
article-body-wrap <box>40 186 362 593</box>
article-body: ಫಿಶ್ ಬರ್ಗರ್, ಫಿಶ್ ಸ್ಯಾಂಡ್‌ವಿಚ್ ಸೇರಿದಂತೆ ವಿವಿಧ ಮೀನು ಖಾದ್ಯಗಳನ್ನು ಮತ್ಸ್ಯ ದರ್ಶಿನಿ ಮೂಲಕ ಜನರಿಗೆ ತಲುಪಿಸಲಾಗುತ್ತಿದೆ. ರಾಜ್ಯದಲ್ಲಿ ಮೊದಲು 1000 ಸಾವಿರ ಜನ 9 ಕೆಜಿ ಮೀನು ತಿನ್ನುತ್ತಿದ್ದರು. ಈಗ 12 ಕೆಜಿಗೆ ಏರಿಕೆಯಾಗಿದೆ. ಜನರಿಗೆ ಆರೋಗ್ಯಕರ ಆಹಾರ ಒದಗಿಸುವ ನಿಟ್ಟಿನಲ್ಲಿ ಇಂತಹ ಯೋಜನೆ ಜಾರಿಗೆ ತರಲಾಗಿದೆ. <box>1043 1644 1341 1706</box>
horoscope-item <box>197 1258 330 1348</box>
article-title: ತೆರಿಗೆ ಏರಿಕೆಯೇ ಸಾಧನೆ: ಅಶೋಕ <box>1109 603 1488 714</box>
article-body-wrap <box>347 1925 708 2156</box>
zodiac-name: ಮೇಷ <box>83 857 115 875</box>
gulikakala: ಗುಳಿಕಕಾಲ: 6.00-7.30 <box>119 1636 265 1654</box>
reg-dot <box>184 2363 195 2374</box>
lead-box-highcommand <box>854 742 1100 995</box>
zodiac-icon: ♍ <box>54 1354 77 1377</box>
subhead: ಹೇಳಿಕೆ ಹಿಂಪಡೆಯಲಿ ಬಿಜೆಪಿ ಒತ್ತಾಯ: <box>1216 1356 1385 1371</box>
article-title: ಎಚ್‌ಡಿಡಿ ಜೆಡಿಎಸ್ ರಾಷ್ಟ್ರೀಯ ಅಧ್ಯಕ್ಷ, ರಾಜ್ಯಾಧ್ಯಕ್ಷರಾಗಿ ಎಚ್ಡಿಕೆ <box>40 147 552 178</box>
zodiac-text: ಮನದಿಂದ ಕೆಲಸ ಮಾಡಿ. ಉದ್ಯೋಗ ಕ್ಷೇತ್ರದಲ್ಲಿ ಪ್ರಗತಿ. <box>227 1200 329 1251</box>
article-dakhala <box>885 1205 1207 1605</box>
horoscope-item <box>197 857 330 964</box>
section-divider <box>347 1870 1505 1872</box>
zodiac-name: ಸಿಂಹ <box>83 1258 111 1277</box>
kidi-quote: ಎರಡೂವರೆ ವರ್ಷದ ಮತ್ತು ಕೊಡುವಂತಹ ಆಗಲ್ಲ ಇನ್ನು ನಾಯಕತ್ವ ಬದಲಾವಣೆ ಬಗ್ಗೆ ಹೈಕಮಾಂಡ್ ಏನೂ ಹೇಳಲ್ಲ <box>60 683 319 714</box>
kidi-nudi-box <box>46 614 338 798</box>
nari-shakti-box <box>347 2160 708 2357</box>
box-title: ಹೈಕಮಾಂಡ್ ನಿರ್ಧಾರಕ್ಕೆ ಬದ್ಧ <box>859 748 1044 771</box>
speech-bubble-right: ಪಹಲ್ಗಾಂ ದಾಳಿ ಮಾಡಿದ್ದು ಉಗ್ರರಲ್ಲ, ಬಂಡುಕೋರರು : ಟ್ರಂಪ್ <box>1325 233 1486 306</box>
lead-title: ನಮ್ಮಲ್ಲಿ ಬಣಗಳು ಇಲ್ಲ <box>347 644 885 730</box>
article-title: ಮೀನು ಉತ್ಪಾದನೆ: ರಾಜ್ಯ ನಂ.3 <box>480 1613 898 1659</box>
article-body-wrap <box>347 1253 601 1605</box>
header-day: ಶನಿವಾರ <box>1461 74 1505 94</box>
box-title: ಆತ್ಮನಿರ್ಭರ ಭಾರತಕ್ಕೆ ಭದ್ರ ಬುನಾದಿ <box>854 1926 1079 1949</box>
page-number: ೦೪ <box>161 99 196 132</box>
horoscope-content <box>227 857 330 964</box>
article-samskrita <box>1216 1205 1505 1605</box>
horoscope-content <box>83 1258 187 1348</box>
horoscope-content <box>227 970 330 1078</box>
box-body: ಈ ಬಾರಿ ರಾಜ್ಯದ ಸರ್ಕಾರಿ ಶಾಲೆಗಳಲ್ಲಿ ದಾಖಲಾತಿ ಪ್ರಮಾಣ ಕುಸಿದಿರುವ ಹಿನ್ನೆಲೆಯಲ್ಲಿ ಶಿಕ್ಷಣ ಇಲಾಖೆ ಹೊಸ ಗುರಿ ನಿಗದಿಪಡಿಸಿದೆ. ಪ್ರತಿ ಶಾಲೆಯಲ್ಲಿ ಕನಿಷ್ಠ 20 ಹೊಸ ದಾಖಲಾತಿ ಮಾಡುವಂತೆ ಸೂಚಿಸಲಾಗಿದೆ. ಖಾಸಗಿ ಶಾಲೆಗಳಿಂದ ಸರ್ಕಾರಿ ಶಾಲೆಗಳಿಗೆ ಮಕ್ಕಳನ್ನು ಸೆಳೆಯಲು ಇಂಗ್ಲಿಷ್ ಮಾಧ್ಯಮ ತರಗತಿಗಳನ್ನು ಆರಂಭಿಸಲಾಗಿದೆ. ಉಚಿತ ಸಮವಸ್ತ್ರ, ಪಠ್ಯಪುಸ್ತಕ, ಬಿಸಿಯೂಟ, ಮೊಟ್ಟೆ ಸೇರಿದಂತೆ ಹಲವು ಸೌಲಭ್ಯಗಳನ್ನು ನೀಡಲಾಗುತ್ತಿದೆ. ಶಾಲೆಗಳ ಮೂಲಸೌಕರ್ಯ ಅಭಿವೃದ್ಧಿಗೆ ಹೆಚ್ಚಿನ ಅನುದಾನ ಒದಗಿಸಲಾಗಿದೆ. <box>614 1291 871 1454</box>
dateline: ನವದೆಹಲಿ: <box>1123 1958 1170 1973</box>
box-body: ಎಲ್ಲ ಕಾರ್ಮಿಕರಿಗೂ ನೇಮಕಾತಿ ಪತ್ರ ನೀಡುವುದು ಕಡ್ಡಾಯ. ಮಹಿಳೆಯರಿಗೆ ರಾತ್ರಿ ಪಾಳಿಯಲ್ಲಿ ಕೆಲಸ ಮಾಡಲು ಅವಕಾಶ. ವೇತನ ವಿಳಂಬ ಮಾಡುವಂತಿಲ್ಲ. ಗ್ರಾಚ್ಯುಟಿ ಅರ್ಹತೆ ಅವಧಿ ಒಂದು ವರ್ಷಕ್ಕೆ ಇಳಿಕೆ. <box>720 2046 842 2157</box>
reg-dot <box>1353 2363 1364 2374</box>
horoscope-item <box>54 1354 187 1409</box>
article-fish <box>1038 1612 1345 1866</box>
